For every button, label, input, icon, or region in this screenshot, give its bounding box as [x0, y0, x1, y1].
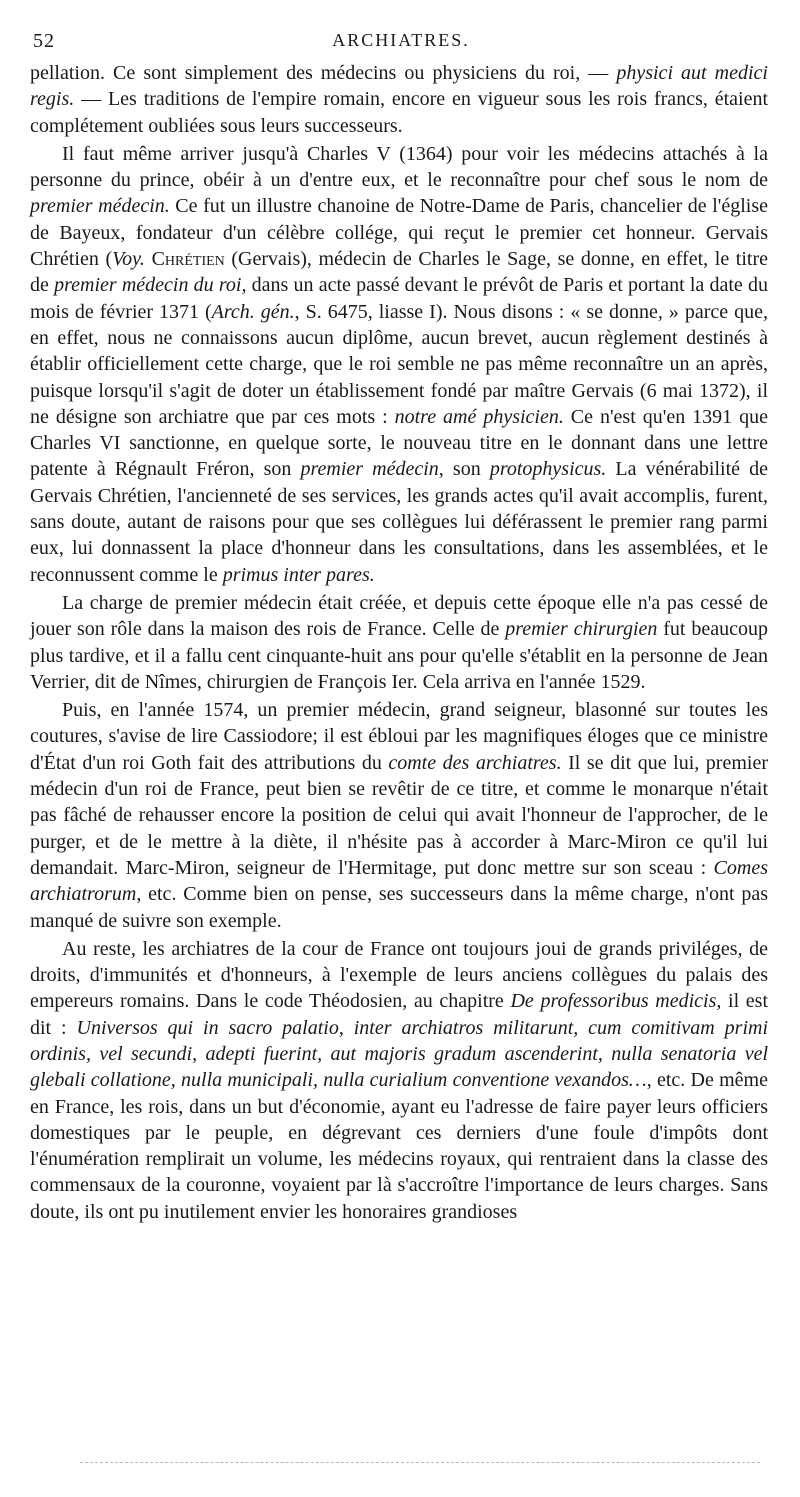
- text-run: Ce n'est qu'en 1391 que Charles VI sanctionne, en quelque sorte, le nouveau titre en le donnant dans une lettre patente à Régnault Fréron, son: [30, 405, 768, 481]
- paragraph: [30, 60, 768, 139]
- footer-rule: [80, 1462, 760, 1463]
- running-title: ARCHIATRES.: [332, 30, 470, 50]
- text-run: La charge de premier médecin était créée, et depuis cette époque elle n'a pas cessé de jouer son rôle dans la maison des rois de France. Celle de: [30, 591, 768, 641]
- paragraph: [30, 590, 768, 695]
- text-run: son: [443, 458, 490, 481]
- italic-run: Voy.: [112, 248, 145, 271]
- text-run: il est dit :: [30, 990, 768, 1039]
- italic-run: premier médecin.: [30, 195, 170, 218]
- text-run: Il faut même arriver jusqu'à Charles V (1364) pour voir les médecins attachés à la personne du prince, obéir à un d'entre eux, et le reconnaître pour chef sous le nom de: [30, 142, 768, 192]
- small-caps-run: Chrétien: [151, 248, 225, 271]
- italic-run: premier chirurgien: [505, 618, 658, 641]
- page-header: [30, 30, 772, 58]
- italic-run: Comes archiatrorum: [30, 856, 768, 906]
- italic-run: premier médecin du roi,: [54, 274, 247, 297]
- text-run: La vénérabilité de Gervais Chrétien, l'ancienneté de ses services, les grands actes qu'il avait accomplis, furent, sans doute, autant de raisons pour que ses collègues lui déférassent le premier rang parmi eux, lui donnassent la place d'honneur dans les consultations, dans les assemblées, et le reconnussent comme le: [30, 458, 768, 586]
- text-run: — Les traditions de l'empire romain, encore en vigueur sous les rois francs, étaient complétement oubliées sous leurs successeurs.: [30, 88, 768, 137]
- italic-run: comte des archiatres.: [388, 751, 562, 774]
- paragraph: [30, 697, 768, 934]
- paragraph: [30, 141, 768, 588]
- text-run: , S. 6475, liasse I). Nous disons : « se donne, » parce que, en effet, nous ne connaissons aucun diplôme, aucun brevet, aucun règlement destinés à établir officiellement cette charge, que le roi semble ne pas même reconnaître un an après, puisque lorsqu'il s'agit de doter un établissement fondé par maître Gervais (6 mai 1372), il ne désigne son archiatre que par ces mots :: [30, 300, 768, 428]
- italic-run: primus inter pares.: [222, 563, 375, 586]
- text-run: fut beaucoup plus tardive, et il a fallu cent cinquante-huit ans pour qu'elle s'établit en la personne de Jean Verrier, dit de Nîmes, chirurgien de François Ier. Cela arriva en l'année 1529.: [30, 618, 768, 693]
- body-text: [30, 60, 768, 1227]
- italic-run: De professoribus medicis,: [510, 990, 722, 1013]
- italic-run: physici aut medici regis.: [30, 62, 768, 111]
- italic-run: premier médecin,: [300, 458, 444, 481]
- text-run: Ce fut un illustre chanoine de Notre-Dame de Paris, chancelier de l'église de Bayeux, fondateur d'un célèbre collége, qui reçut le premier cet honneur. Gervais Chrétien (: [30, 195, 769, 271]
- italic-run: Arch. gén.: [211, 300, 295, 323]
- text-run: , etc. Comme bien on pense, ses successeurs dans la même charge, n'ont pas manqué de suivre son exemple.: [30, 883, 768, 932]
- text-run: dans un acte passé devant le prévôt de Paris et portant la date du mois de février 1371 (: [30, 274, 768, 323]
- italic-run: Universos qui in sacro palatio, inter archiatros militarunt, cum comitivam primi ordinis, vel secundi, adepti fuerint, aut majoris gradum ascenderint, nulla senatoria vel glebali collatione, nulla municipali, nulla curialium conventione vexandos…: [30, 1016, 768, 1092]
- italic-run: protophysicus.: [489, 458, 607, 481]
- text-run: [145, 248, 152, 270]
- paragraph: [30, 936, 768, 1225]
- page-number: 52: [33, 30, 55, 52]
- text-run: , etc. De même en France, les rois, dans un but d'économie, ayant eu l'adresse de faire payer leurs officiers domestiques par le peuple, en dégrevant ces derniers d'une foule d'impôts dont l'énumération remplirait un volume, les médecins royaux, qui rentraient dans la classe des commensaux de la couronne, voyaient par là s'accroître l'importance de leurs charges. Sans doute, ils ont pu inutilement envier les honoraires grandioses: [30, 1069, 768, 1223]
- text-run: Puis, en l'année 1574, un premier médecin, grand seigneur, blasonné sur toutes les coutures, s'avise de lire Cassiodore; il est ébloui par les magnifiques éloges que ce ministre d'État d'un roi Goth fait des attributions du: [30, 699, 768, 774]
- italic-run: notre amé physicien.: [394, 405, 564, 428]
- text-run: (Gervais), médecin de Charles le Sage, se donne, en effet, le titre de: [30, 248, 769, 297]
- text-run: Il se dit que lui, premier médecin d'un roi de France, peut bien se revêtir de ce titre, et comme le monarque n'était pas fâché de rehausser encore la position de celui qui avait l'honneur de l'approcher, de le purger, et de le mettre à la diète, il n'hésite pas à accorder à Marc-Miron ce qu'il lui demandait. Marc-Miron, seigneur de l'Hermitage, put donc mettre sur son sceau :: [30, 751, 768, 879]
- text-run: pellation. Ce sont simplement des médecins ou physiciens du roi, —: [30, 62, 617, 84]
- text-run: Au reste, les archiatres de la cour de France ont toujours joui de grands priviléges, de droits, d'immunités et d'honneurs, à l'exemple de leurs anciens collègues du palais des empereurs romains. Dans le code Théodosien, au chapitre: [30, 937, 768, 1013]
